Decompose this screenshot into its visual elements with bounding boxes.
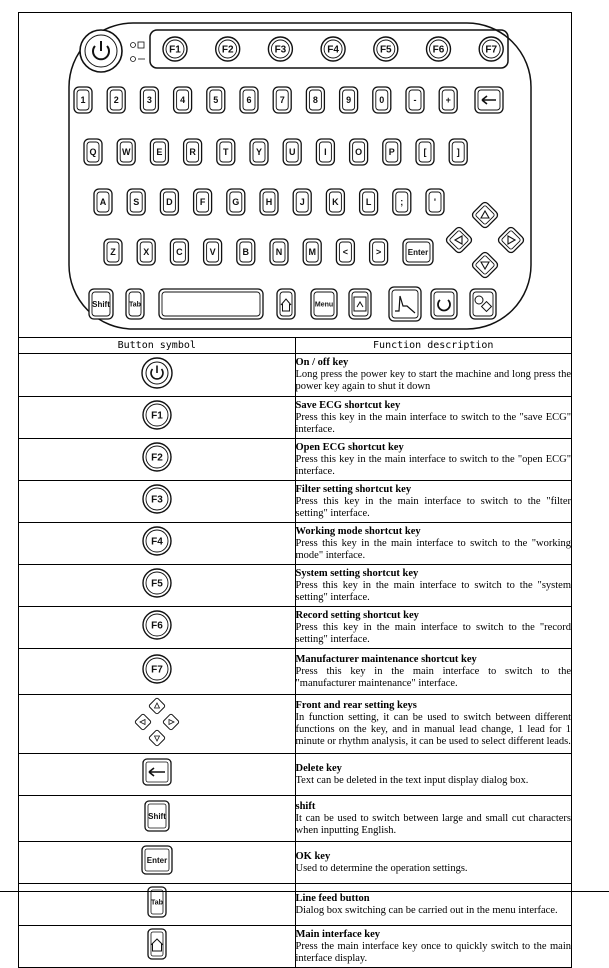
fkey-f6 [427, 37, 451, 61]
keyboard-drawing [19, 13, 571, 337]
function-description-cell [295, 884, 571, 926]
function-title: Open ECG shortcut key [295, 441, 404, 453]
key-space-outline [159, 289, 263, 319]
function-title: Working mode shortcut key [295, 525, 421, 537]
function-text: Press this key in the main interface to switch to the "open ECG" interface. [295, 453, 571, 477]
function-text: It can be used to switch between large and small cut characters when inputting English. [295, 812, 571, 836]
key-a-3-label: F [199, 197, 206, 208]
key-q-1-label: W [121, 147, 131, 158]
button-symbol-cell [19, 607, 295, 649]
fkey-f4-label: F4 [327, 44, 339, 56]
key-q-9-label: P [388, 147, 395, 158]
function-description-cell [295, 397, 571, 439]
symbol-label: F7 [150, 664, 163, 676]
table-row [19, 523, 571, 565]
key-num-5-label: 6 [246, 95, 252, 106]
function-title: Manufacturer maintenance shortcut key [295, 653, 477, 665]
table-row [19, 926, 571, 968]
function-text: Text can be deleted in the text input display dialog box. [295, 774, 529, 786]
key-q-4 [217, 139, 235, 165]
table-row [19, 481, 571, 523]
key-waveform [389, 287, 421, 321]
fkey-f1 [163, 37, 187, 61]
function-table [19, 338, 571, 967]
function-description-cell [295, 523, 571, 565]
function-title: Main interface key [295, 928, 381, 940]
keyboard-body [69, 23, 531, 329]
key-z-0-label: Z [110, 247, 116, 258]
button-symbol-cell [19, 796, 295, 842]
function-title: Save ECG shortcut key [295, 399, 401, 411]
key-print [349, 289, 371, 319]
button-symbol-cell [19, 884, 295, 926]
fkey-f2 [216, 37, 240, 61]
key-a-8 [360, 189, 378, 215]
table-row [19, 649, 571, 695]
key-num-0-label: 1 [80, 95, 86, 106]
table-row [19, 607, 571, 649]
f2-icon [137, 439, 177, 475]
function-description-cell [295, 354, 571, 397]
arrow-up-outline [148, 697, 165, 714]
symbol-label: F4 [150, 536, 163, 548]
key-backspace [475, 87, 503, 113]
key-enter [403, 239, 433, 265]
table-row [19, 565, 571, 607]
key-tab [126, 289, 144, 319]
table-row [19, 695, 571, 754]
key-z-4 [237, 239, 255, 265]
key-q-11 [449, 139, 467, 165]
key-z-5 [270, 239, 288, 265]
function-text: Press this key in the main interface to switch to the "system setting" interface. [295, 579, 571, 603]
header-button-symbol: Button symbol [19, 338, 295, 354]
key-z-1-label: X [143, 247, 150, 258]
key-z-5-label: N [275, 247, 283, 258]
button-symbol-cell [19, 565, 295, 607]
key-a-8-label: L [365, 197, 372, 208]
key-q-4-label: T [223, 147, 229, 158]
function-description-cell [295, 926, 571, 968]
table-row [19, 842, 571, 884]
symbol-label: F2 [150, 452, 163, 464]
function-text: Press the main interface key once to quickly switch to the main interface display. [295, 940, 571, 964]
key-q-8-label: O [355, 147, 363, 158]
function-title: Filter setting shortcut key [295, 483, 412, 495]
f1-icon [137, 397, 177, 433]
f6-icon [137, 607, 177, 643]
fkey-f3 [268, 37, 292, 61]
arrow-keys-icon [134, 697, 180, 747]
fkey-f1-label: F1 [169, 44, 181, 56]
key-z-6-label: M [308, 247, 316, 258]
button-symbol-cell [19, 397, 295, 439]
key-a-6-label: J [299, 197, 305, 208]
table-row [19, 884, 571, 926]
header-function-description: Function description [295, 338, 571, 354]
key-num-3-label: 4 [180, 95, 186, 106]
button-symbol-cell [19, 523, 295, 565]
key-waveform-outline [389, 287, 421, 321]
key-z-2-label: C [176, 247, 183, 258]
function-title: On / off key [295, 357, 349, 368]
key-num-9-label: 0 [379, 95, 385, 106]
key-num-2-label: 3 [146, 95, 152, 106]
key-reset-outline [431, 289, 457, 319]
function-title: Record setting shortcut key [295, 609, 419, 621]
function-text: Press this key in the main interface to switch to the "save ECG" interface. [295, 411, 571, 435]
symbol-label: Tab [150, 899, 163, 907]
power-icon [137, 355, 177, 391]
function-title: OK key [295, 850, 331, 862]
key-num-10 [406, 87, 424, 113]
key-a-3 [194, 189, 212, 215]
key-q-8 [350, 139, 368, 165]
key-enter-label: Enter [407, 247, 429, 257]
key-q-0 [84, 139, 102, 165]
f4-icon [137, 523, 177, 559]
key-a-2-label: D [166, 197, 173, 208]
button-symbol-cell [19, 481, 295, 523]
enter-icon [137, 842, 177, 878]
symbol-label: F1 [150, 410, 163, 422]
function-text: Used to determine the operation settings. [295, 862, 468, 874]
key-num-3 [174, 87, 192, 113]
function-description-cell [295, 754, 571, 796]
symbol-label: Shift [147, 811, 166, 821]
function-title: Delete key [295, 762, 342, 774]
key-a-1 [127, 189, 145, 215]
key-menu [311, 289, 337, 319]
symbol-label: F6 [150, 620, 163, 632]
key-num-4 [207, 87, 225, 113]
key-num-7 [306, 87, 324, 113]
fkey-f5 [374, 37, 398, 61]
home-icon [137, 926, 177, 962]
key-num-8-label: 9 [346, 95, 352, 106]
function-text: Long press the power key to start the machine and long press the power key again to shut it down [295, 369, 571, 392]
key-q-5-label: Y [255, 147, 263, 158]
key-a-0-label: A [99, 197, 107, 208]
function-text: Press this key in the main interface to switch to the "record setting" interface. [295, 621, 571, 645]
key-q-10-label: [ [423, 147, 427, 158]
key-z-7-label: < [342, 247, 349, 258]
key-num-6 [273, 87, 291, 113]
table-row [19, 397, 571, 439]
key-num-7-label: 8 [312, 95, 318, 106]
function-description-cell [295, 695, 571, 754]
button-symbol-cell [19, 926, 295, 968]
button-symbol-cell [19, 842, 295, 884]
power-key [80, 30, 122, 72]
key-q-6-label: U [288, 147, 296, 158]
keyboard-illustration [19, 13, 571, 338]
function-text: Press this key in the main interface to switch to the "filter setting" interface. [295, 495, 571, 519]
key-a-9 [393, 189, 411, 215]
key-num-1 [107, 87, 125, 113]
key-num-11 [439, 87, 457, 113]
document-frame [18, 12, 572, 968]
arrow-down-outline [148, 729, 165, 746]
key-a-5 [260, 189, 278, 215]
function-description-cell [295, 649, 571, 695]
key-num-2 [140, 87, 158, 113]
page-bottom-rule [0, 891, 609, 892]
key-q-0-label: Q [89, 147, 97, 158]
key-z-6 [303, 239, 321, 265]
key-q-1 [117, 139, 135, 165]
key-num-0 [74, 87, 92, 113]
f5-icon [137, 565, 177, 601]
key-a-0 [94, 189, 112, 215]
key-a-1-label: S [133, 197, 140, 208]
table-row [19, 439, 571, 481]
key-q-3 [184, 139, 202, 165]
symbol-label: F5 [150, 578, 163, 590]
key-q-11-label: ] [456, 147, 460, 158]
key-a-7-label: K [332, 197, 339, 208]
key-z-8-label: > [375, 247, 382, 258]
function-text: In function setting, it can be used to switch between different functions on the key, and in manual lead change, 1 lead for 1 minute or rhythm analysis, it can be used to select different leads. [295, 712, 571, 747]
shift-icon [137, 798, 177, 834]
key-num-11-label: + [445, 95, 451, 106]
key-z-4-label: B [242, 247, 250, 258]
function-description-cell [295, 607, 571, 649]
key-z-3-label: V [209, 247, 216, 258]
key-space [159, 289, 263, 319]
key-reset [431, 289, 457, 319]
fkey-f7 [479, 37, 503, 61]
key-shift [89, 289, 113, 319]
key-q-9 [383, 139, 401, 165]
key-tab-label: Tab [129, 301, 141, 309]
function-title: Line feed button [295, 892, 370, 904]
key-q-6 [283, 139, 301, 165]
function-text: Dialog box switching can be carried out in the menu interface. [295, 904, 558, 916]
table-row [19, 796, 571, 842]
f7-icon [137, 651, 177, 687]
key-a-4 [227, 189, 245, 215]
key-a-10-label: ' [433, 197, 437, 208]
key-z-2 [170, 239, 188, 265]
button-symbol-cell [19, 354, 295, 397]
table-header-row [19, 338, 571, 354]
symbol-label: F3 [150, 494, 163, 506]
key-z-7 [336, 239, 354, 265]
fkey-f7-label: F7 [485, 44, 498, 56]
function-title: Front and rear setting keys [295, 700, 417, 711]
fkey-f5-label: F5 [379, 44, 392, 56]
function-description-cell [295, 842, 571, 884]
key-z-8 [370, 239, 388, 265]
key-a-9-label: ; [400, 197, 404, 208]
button-symbol-cell [19, 439, 295, 481]
key-z-0 [104, 239, 122, 265]
key-a-2 [160, 189, 178, 215]
arrow-left-outline [134, 713, 151, 730]
key-a-5-label: H [265, 197, 273, 208]
key-num-10-label: - [413, 95, 417, 106]
key-a-6 [293, 189, 311, 215]
key-z-3 [204, 239, 222, 265]
fkey-f3-label: F3 [274, 44, 287, 56]
function-description-cell [295, 481, 571, 523]
key-menu-label: Menu [314, 301, 334, 309]
key-q-5 [250, 139, 268, 165]
key-home [277, 289, 295, 319]
key-num-5 [240, 87, 258, 113]
function-description-cell [295, 565, 571, 607]
arrow-right-outline [162, 713, 179, 730]
fkey-f4 [321, 37, 345, 61]
key-q-2 [150, 139, 168, 165]
fkey-f6-label: F6 [432, 44, 445, 56]
key-a-4-label: G [232, 197, 240, 208]
key-num-8 [340, 87, 358, 113]
button-symbol-cell [19, 649, 295, 695]
key-shift-label: Shift [92, 299, 110, 309]
backspace-icon [137, 754, 177, 790]
button-symbol-cell [19, 695, 295, 754]
key-num-6-label: 7 [279, 95, 285, 106]
key-num-4-label: 5 [213, 95, 219, 106]
key-q-10 [416, 139, 434, 165]
key-a-10 [426, 189, 444, 215]
function-description-cell [295, 796, 571, 842]
symbol-label: Enter [146, 855, 167, 865]
tab-icon [137, 884, 177, 920]
button-symbol-cell [19, 754, 295, 796]
table-row [19, 754, 571, 796]
function-title: shift [295, 800, 316, 812]
key-q-3-label: R [189, 147, 196, 158]
function-description-cell [295, 439, 571, 481]
f3-icon [137, 481, 177, 517]
key-q-7-label: I [324, 147, 327, 158]
key-q-2-label: E [156, 147, 163, 158]
key-pause-outline [470, 289, 496, 319]
fkey-f2-label: F2 [221, 44, 234, 56]
key-pause [470, 289, 496, 319]
table-row [19, 354, 571, 397]
key-z-1 [137, 239, 155, 265]
function-title: System setting shortcut key [295, 567, 419, 579]
key-num-1-label: 2 [113, 95, 119, 106]
key-num-9 [373, 87, 391, 113]
key-a-7 [326, 189, 344, 215]
function-text: Press this key in the main interface to switch to the "manufacturer maintenance" interface. [295, 665, 571, 689]
key-q-7 [316, 139, 334, 165]
function-text: Press this key in the main interface to switch to the "working mode" interface. [295, 537, 571, 561]
